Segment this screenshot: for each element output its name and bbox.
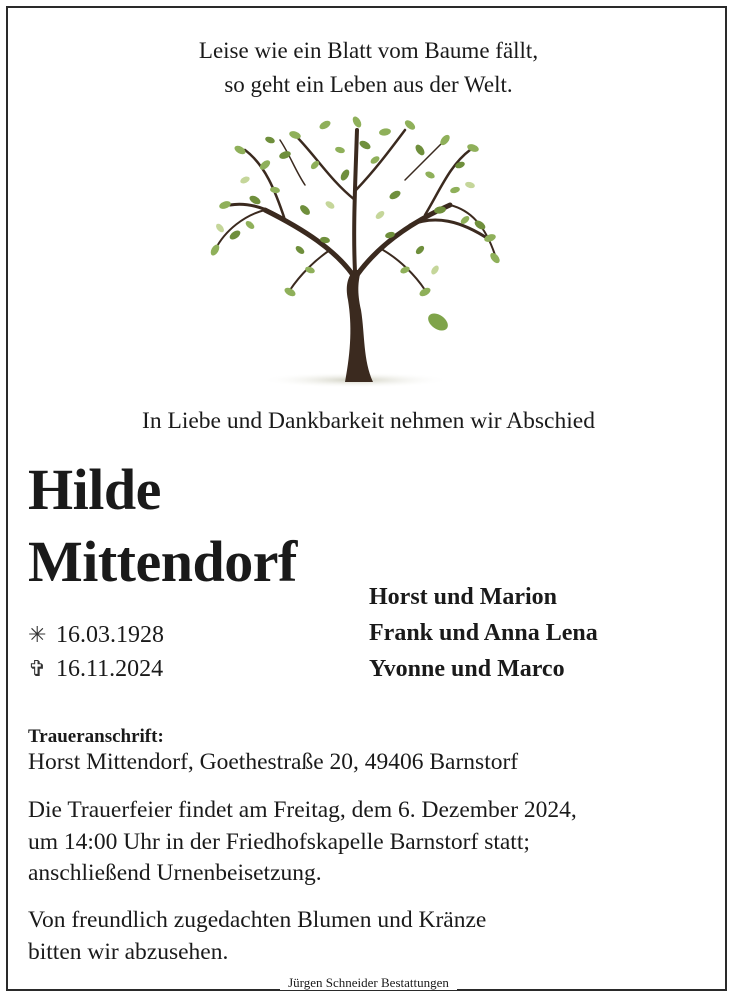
address-label: Traueranschrift:: [28, 726, 164, 747]
family-member: Horst und Marion: [369, 584, 558, 610]
poem: [0, 34, 737, 102]
life-dates: [28, 618, 164, 686]
birth-star-icon: ✳: [28, 622, 47, 647]
family-member: Frank und Anna Lena: [369, 620, 598, 646]
family-list: [369, 579, 598, 687]
undertaker-credit: [0, 975, 737, 991]
birth-date: 16.03.1928: [56, 622, 164, 648]
death-cross-icon: ✞: [28, 656, 47, 681]
poem-line-2: so geht ein Leben aus der Welt.: [224, 72, 513, 97]
flowers-line: bitten wir abzusehen.: [28, 938, 229, 965]
death-date: 16.11.2024: [56, 656, 164, 682]
flowers-note: [28, 905, 486, 968]
address-text: Horst Mittendorf, Goethestraße 20, 49406 Barnstorf: [28, 749, 519, 775]
falling-leaf-icon: [425, 310, 451, 334]
undertaker-name: Jürgen Schneider Bestattungen: [280, 975, 457, 990]
death-row: [28, 652, 164, 686]
ceremony-line: um 14:00 Uhr in der Friedhofskapelle Barnstorf statt;: [28, 828, 530, 855]
family-member: Yvonne und Marco: [369, 656, 565, 682]
intro-text: In Liebe und Dankbarkeit nehmen wir Abschied: [142, 408, 595, 434]
poem-line-1: Leise wie ein Blatt vom Baume fällt,: [198, 38, 539, 63]
ceremony-text: [28, 795, 577, 890]
ceremony-line: Die Trauerfeier findet am Freitag, dem 6. Dezember 2024,: [28, 797, 577, 823]
birth-row: [28, 618, 164, 652]
ceremony-line: anschließend Urnenbeisetzung.: [28, 860, 322, 886]
tree-illustration: [205, 110, 505, 395]
deceased-first-name: Hilde: [28, 457, 161, 522]
flowers-line: Von freundlich zugedachten Blumen und Kränze: [28, 907, 487, 933]
deceased-last-name: Mittendorf: [28, 529, 297, 594]
